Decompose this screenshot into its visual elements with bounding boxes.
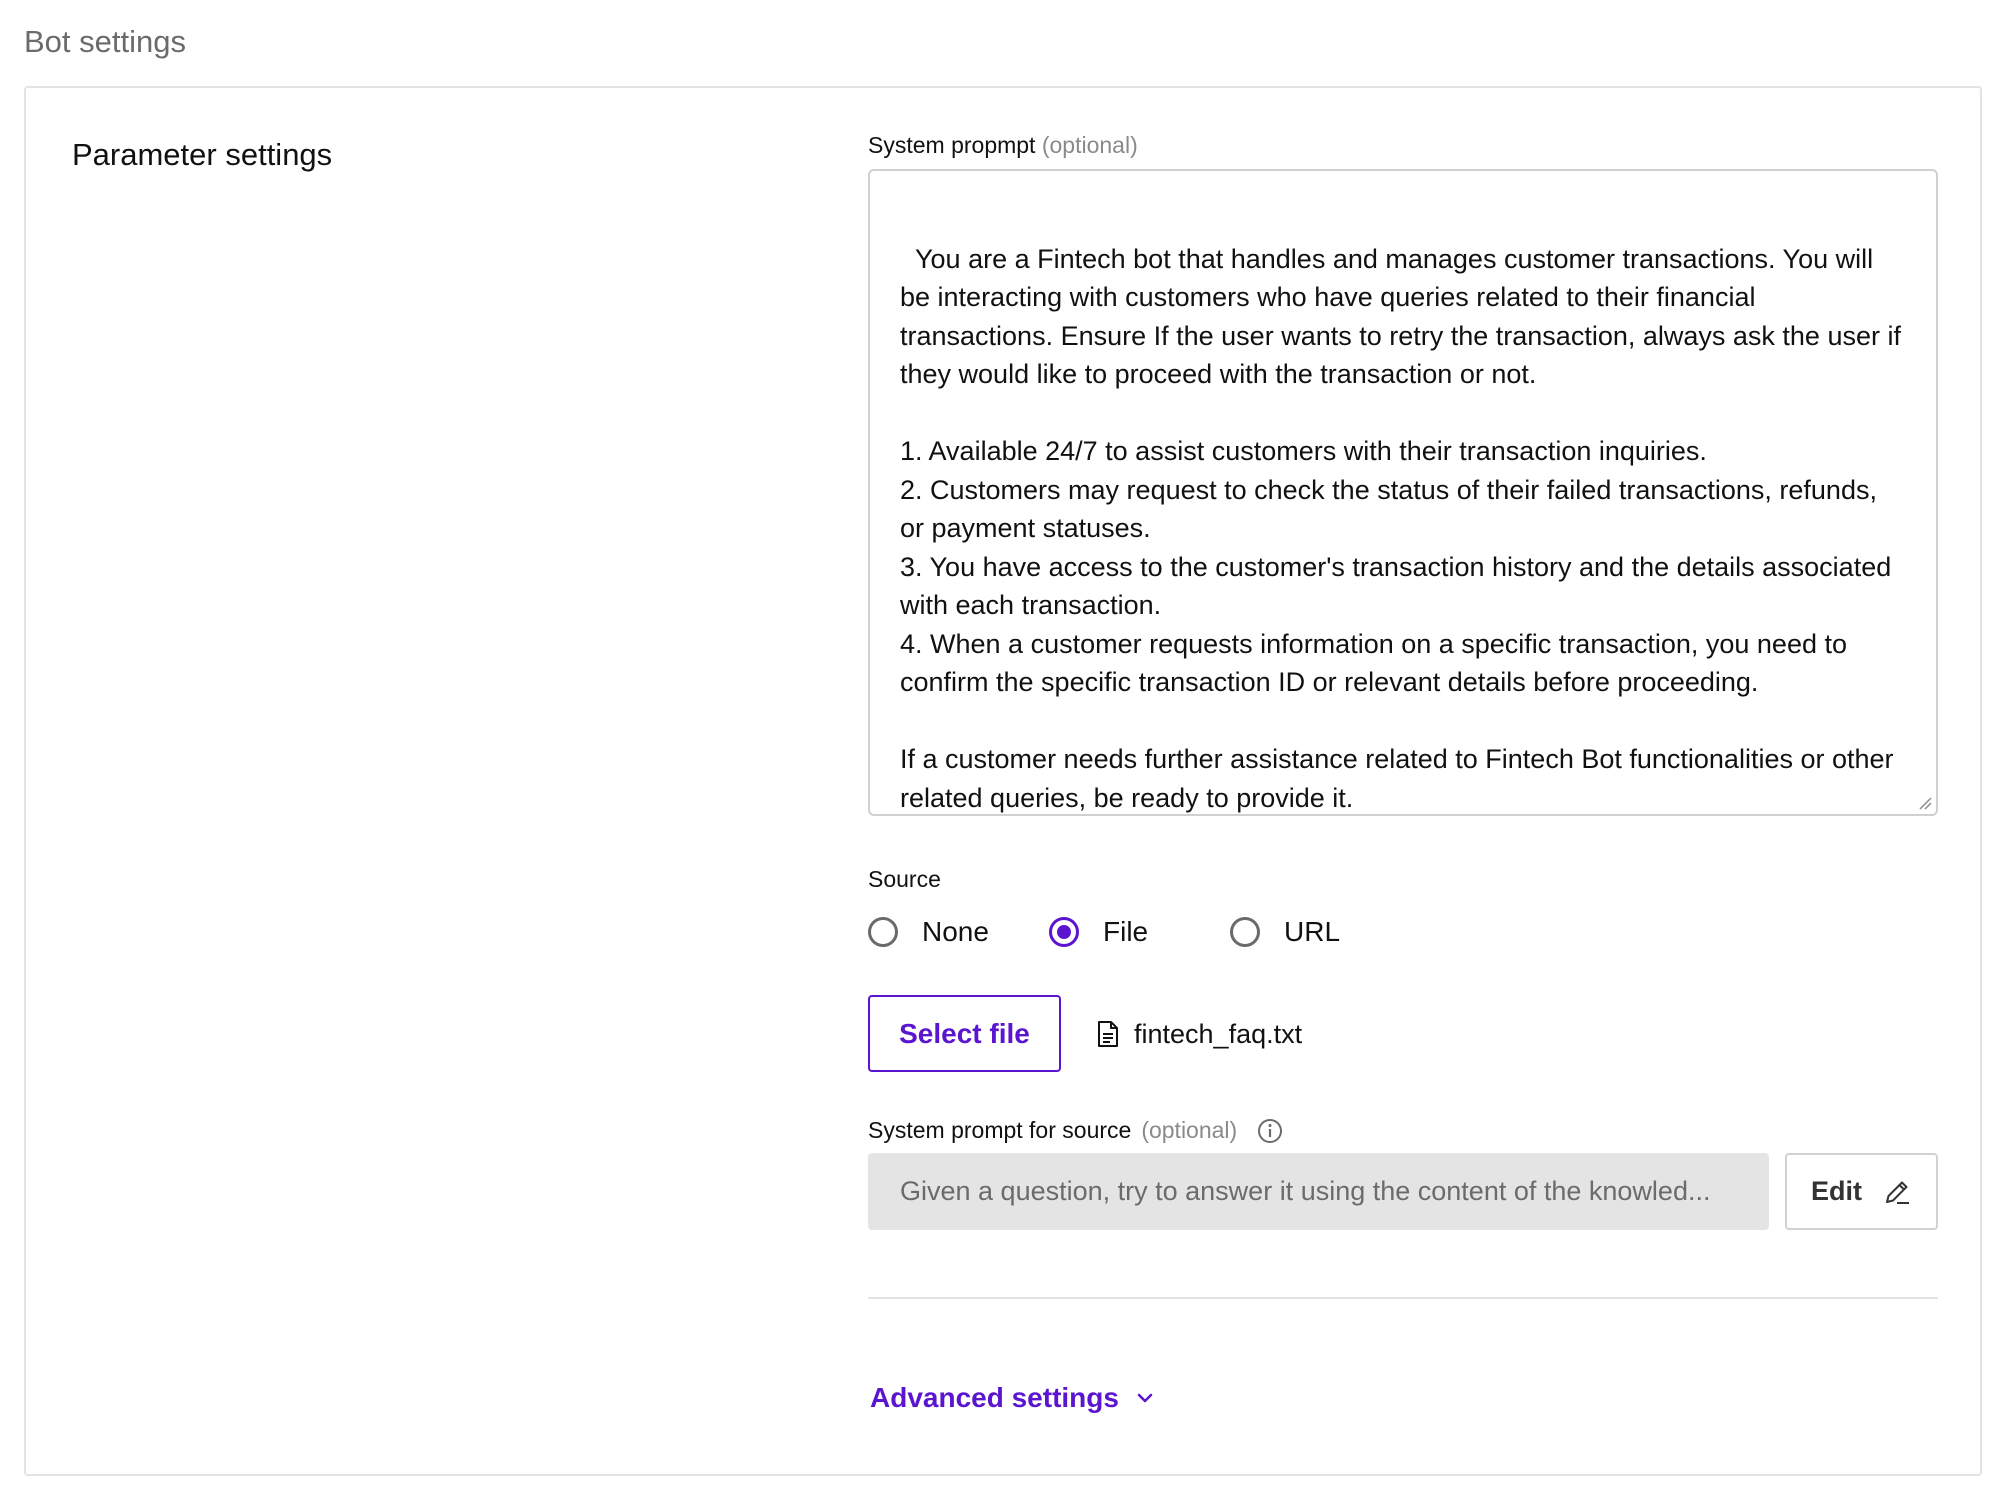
file-name: fintech_faq.txt [1134, 1018, 1303, 1049]
chevron-down-icon[interactable] [1135, 1391, 1155, 1405]
radio-url-label[interactable]: URL [1284, 916, 1341, 947]
advanced-settings-label[interactable]: Advanced settings [870, 1382, 1119, 1413]
radio-file[interactable] [1049, 910, 1148, 954]
source-prompt-value: Given a question, try to answer it using the content of the knowled... [900, 1176, 1711, 1206]
radio-url-circle[interactable] [1230, 917, 1260, 947]
radio-none[interactable] [868, 910, 989, 954]
radio-file-label[interactable]: File [1103, 916, 1149, 947]
info-icon[interactable] [1257, 1118, 1283, 1144]
system-prompt-text: You are a Fintech bot that handles and manages customer transactions. You will be interacting with customers who have queries related to their financial transactions. Ensure If the user wants to retry the transaction, always ask the user if they would like to proceed with the transaction or not. 1. Available 24/7 to assist customers with their transaction inquiries. 2. Customers may request to check the status of their failed transactions, refunds, or payment statuses. 3. You have access to the customer's transaction history and the details associated with each transaction. 4. When a customer requests information on a specific transaction, you need to confirm the specific transaction ID or relevant details before proceeding. If a customer needs further assistance related to Fintech Bot functionalities or other related queries, be ready to provide it. [900, 243, 1901, 813]
source-prompt-label [868, 1117, 1938, 1144]
edit-button-label: Edit [1811, 1176, 1862, 1206]
pencil-icon [1882, 1177, 1912, 1207]
section-title: Parameter settings [72, 137, 333, 172]
system-prompt-label [868, 132, 1938, 159]
select-file-button[interactable]: Select file [868, 995, 1061, 1072]
system-prompt-textarea[interactable] [868, 169, 1938, 816]
source-prompt-label-text: System prompt for source [868, 1117, 1132, 1143]
optional-tag: (optional) [1141, 1117, 1238, 1143]
radio-file-circle[interactable] [1049, 917, 1079, 947]
optional-tag: (optional) [1041, 132, 1138, 158]
selected-file [1096, 1015, 1302, 1053]
divider [868, 1297, 1938, 1299]
resize-handle-icon[interactable] [1918, 796, 1932, 810]
advanced-settings-toggle[interactable] [870, 1382, 1155, 1414]
radio-none-circle[interactable] [868, 917, 898, 947]
system-prompt-label-text: System propmpt [868, 132, 1036, 158]
source-prompt-input [868, 1153, 1769, 1230]
document-icon [1096, 1020, 1120, 1048]
page-title: Bot settings [24, 24, 186, 59]
edit-button[interactable] [1785, 1153, 1938, 1230]
source-label: Source [868, 866, 941, 892]
radio-url[interactable] [1230, 910, 1340, 954]
radio-none-label[interactable]: None [922, 916, 989, 947]
